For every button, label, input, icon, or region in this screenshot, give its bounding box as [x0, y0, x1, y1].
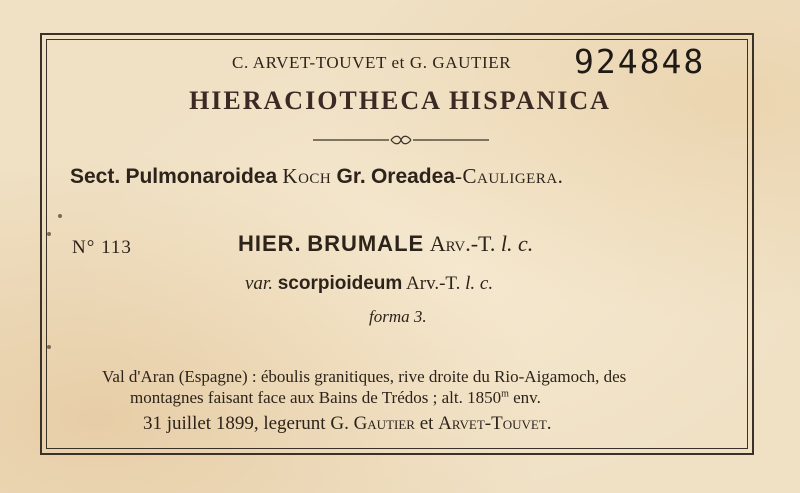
- locality-approx: env.: [508, 388, 541, 407]
- variety-citation: l. c.: [465, 273, 494, 294]
- forma-line: forma 3.: [369, 307, 427, 326]
- species-author: Arv.-T.: [429, 231, 496, 256]
- species-line: [238, 231, 533, 257]
- paper-speck: [47, 232, 51, 236]
- altitude-unit: m: [501, 388, 509, 400]
- locality-line-2: [130, 388, 541, 408]
- authors-line: C. ARVET-TOUVET et G. GAUTIER: [232, 53, 512, 72]
- species-genus: HIER.: [238, 231, 302, 256]
- group-prefix: Gr.: [336, 165, 366, 188]
- paper-speck: [47, 345, 51, 349]
- section-name: Pulmonaroidea: [125, 165, 278, 188]
- exsiccata-number: N° 113: [72, 237, 132, 258]
- variety-name: scorpioideum: [277, 273, 403, 294]
- group-name: Oreadea: [370, 165, 455, 188]
- collection-title: HIERACIOTHECA HISPANICA: [189, 86, 611, 115]
- variety-line: [245, 273, 493, 295]
- species-citation: l. c.: [500, 231, 534, 256]
- variety-author: Arv.-T.: [406, 273, 461, 294]
- locality-text: montagnes faisant face aux Bains de Trédos ; alt. 1850: [130, 388, 502, 407]
- variety-prefix: var.: [245, 273, 273, 294]
- legerunt-word: legerunt: [263, 413, 326, 434]
- collection-date-line: [143, 413, 552, 435]
- collector-join: et: [419, 413, 434, 434]
- section-author: Koch: [282, 164, 332, 188]
- species-name: BRUMALE: [307, 231, 425, 256]
- group-suffix: -Cauligera.: [455, 164, 564, 188]
- paper-speck: [58, 214, 62, 218]
- specimen-number: 924848: [574, 42, 706, 81]
- collection-date: 31 juillet 1899,: [143, 413, 259, 434]
- title-ornament: [313, 134, 489, 146]
- section-line: [70, 164, 730, 189]
- locality-line-1: Val d'Aran (Espagne) : éboulis granitiques, rive droite du Rio-Aigamoch, des: [102, 367, 627, 386]
- collector-2: Arvet-Touvet.: [438, 413, 552, 434]
- collector-1: G. Gautier: [330, 413, 415, 434]
- section-prefix: Sect.: [70, 165, 121, 188]
